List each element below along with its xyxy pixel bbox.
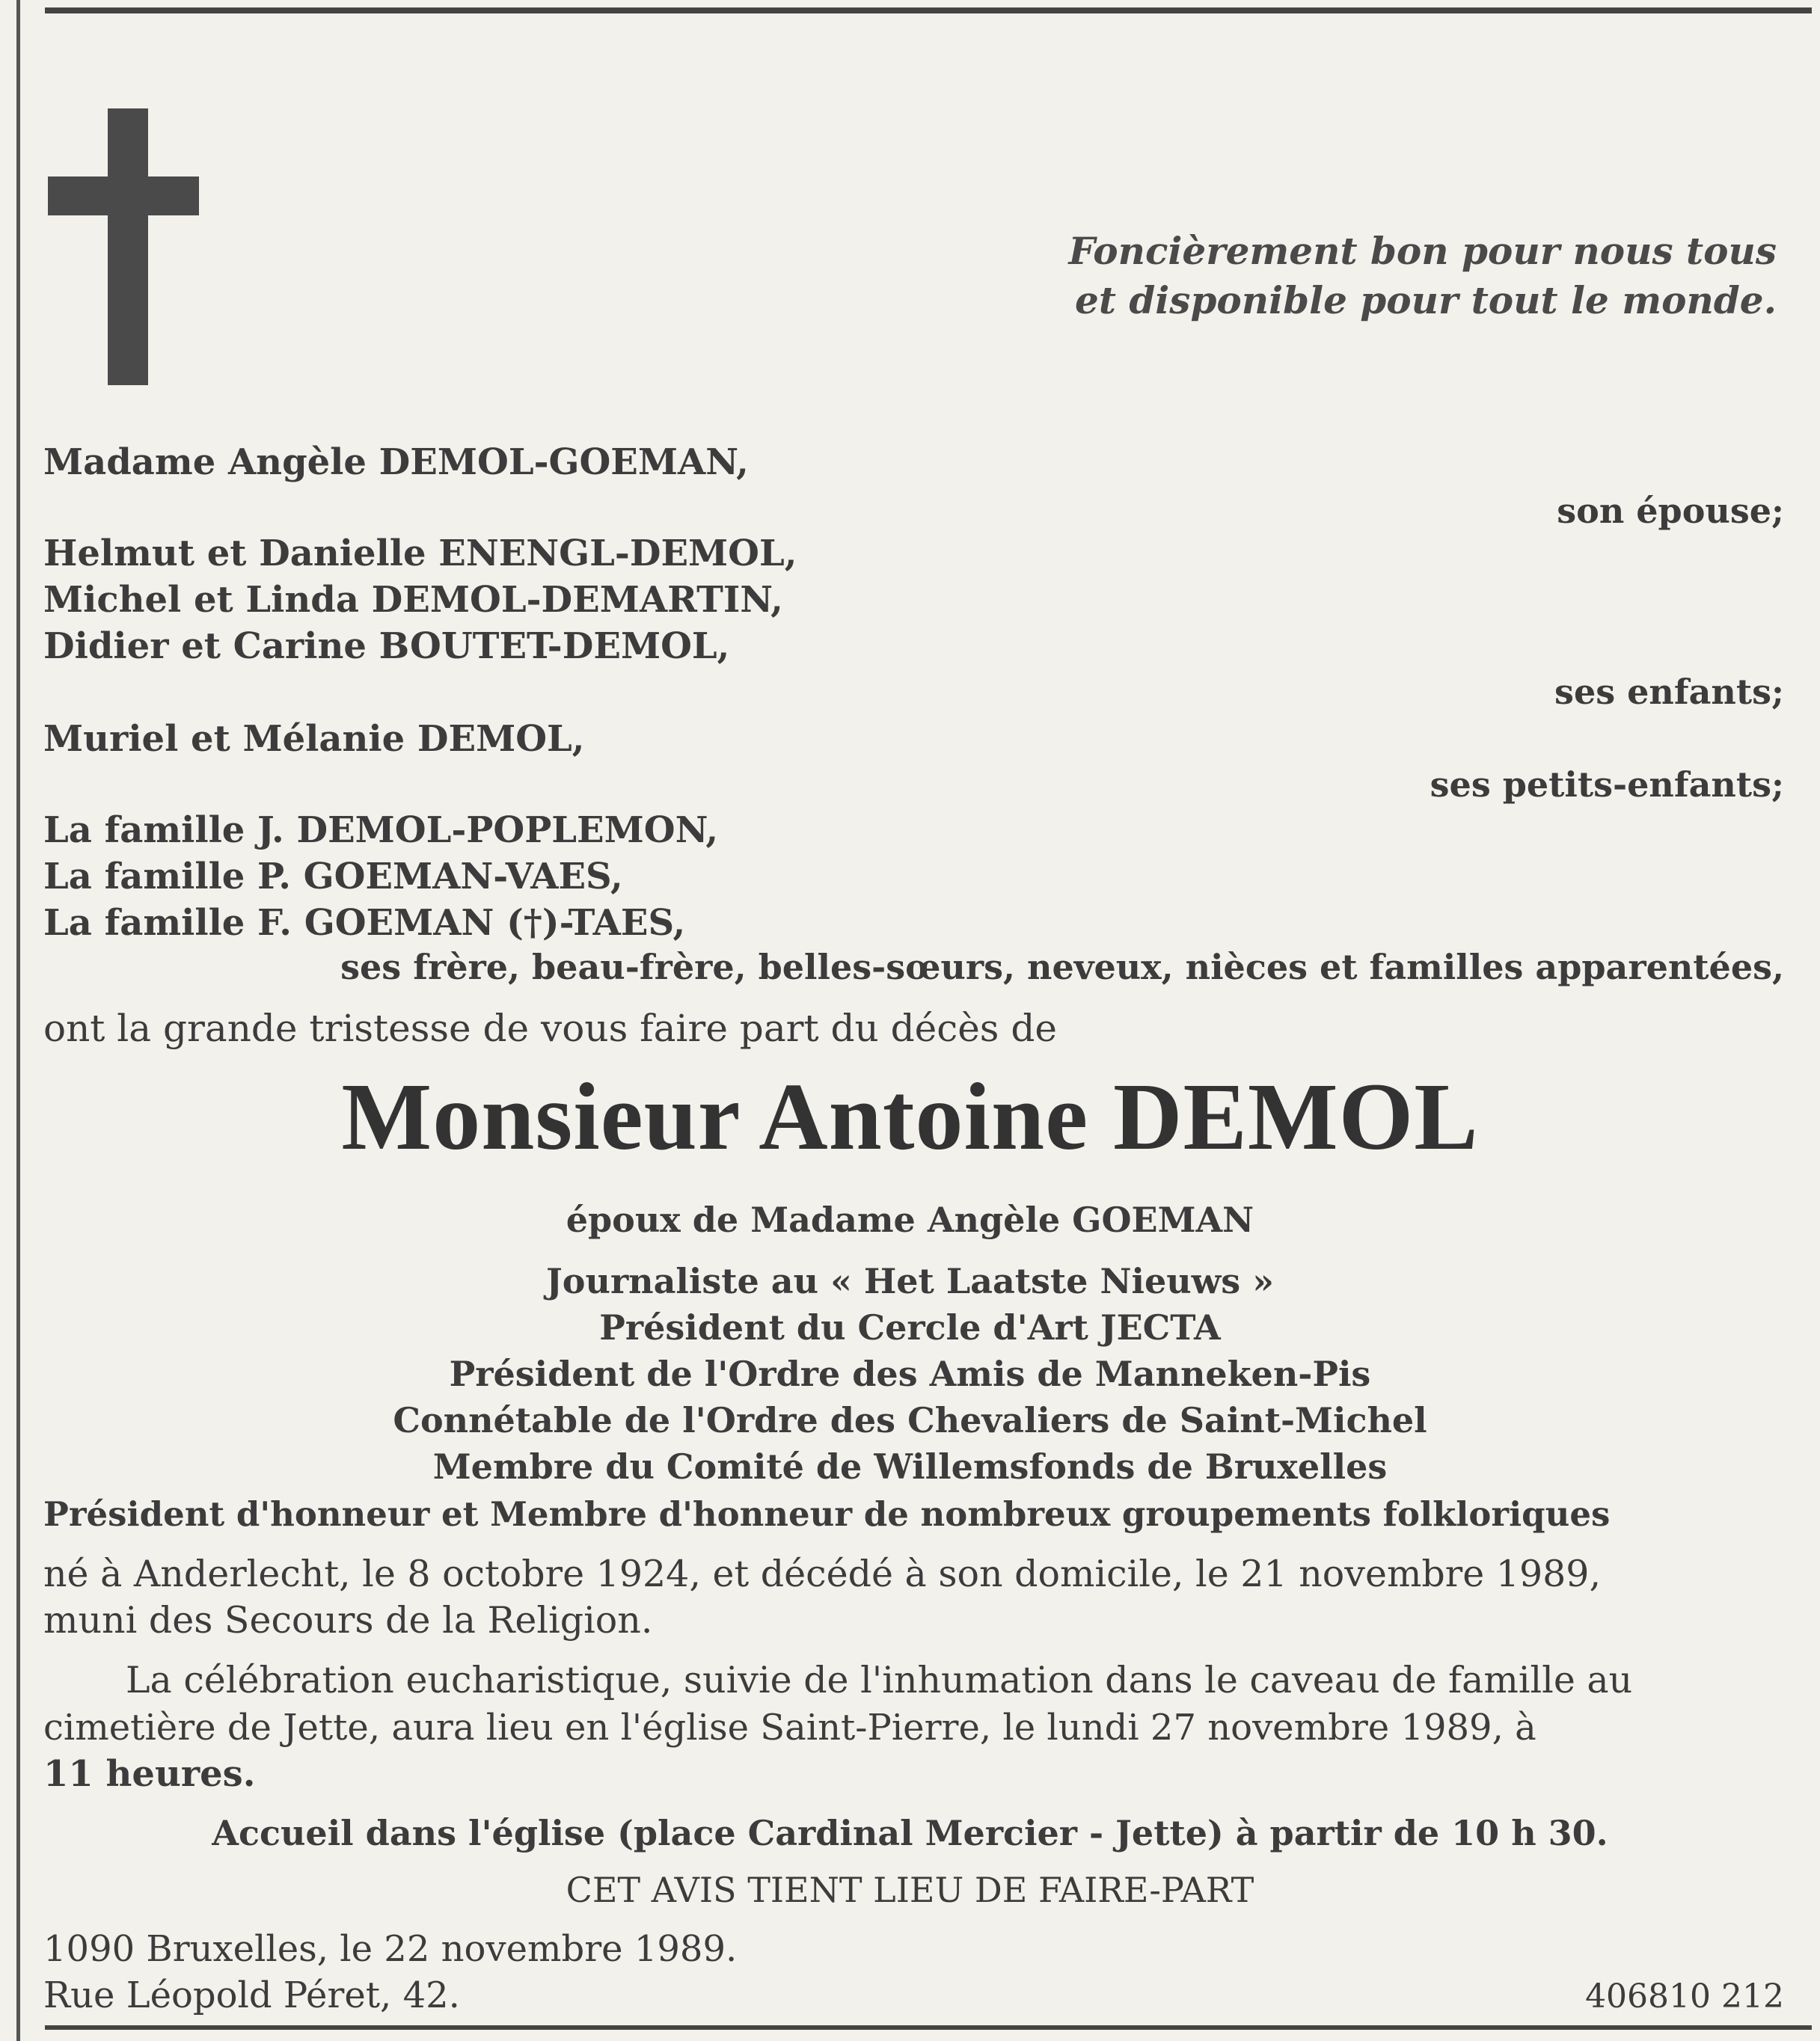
footer-place-date: 1090 Bruxelles, le 22 novembre 1989.: [43, 1928, 738, 1970]
grandchildren-role: ses petits-enfants;: [1430, 764, 1784, 805]
relative-line-3: La famille F. GOEMAN (†)-TAES,: [43, 902, 686, 944]
relative-line-1: La famille J. DEMOL-POPLEMON,: [43, 809, 719, 851]
footer-address: Rue Léopold Péret, 42.: [43, 1974, 460, 2016]
birth-death-line-2: muni des Secours de la Religion.: [43, 1599, 653, 1642]
title-line-2: Journaliste au « Het Laatste Nieuws »: [546, 1261, 1274, 1301]
top-rule: [45, 7, 1812, 13]
title-line-7: Président d'honneur et Membre d'honneur de nombreux groupements folkloriques: [43, 1494, 1611, 1534]
footer-reference: 406810 212: [1585, 1977, 1784, 2016]
notice-text: CET AVIS TIENT LIEU DE FAIRE-PART: [566, 1870, 1254, 1910]
cross-horizontal-bar: [48, 177, 199, 215]
deceased-name: Monsieur Antoine DEMOL: [341, 1064, 1479, 1170]
bottom-rule: [45, 2025, 1812, 2030]
ceremony-line-2: cimetière de Jette, aura lieu en l'église Saint-Pierre, le lundi 27 novembre 1989, à: [43, 1707, 1536, 1749]
title-line-4: Président de l'Ordre des Amis de Manneken-Pis: [449, 1354, 1371, 1394]
left-border: [16, 0, 20, 2041]
birth-death-line-1: né à Anderlecht, le 8 octobre 1924, et décédé à son domicile, le 21 novembre 1989,: [43, 1553, 1602, 1595]
children-role: ses enfants;: [1554, 672, 1784, 712]
title-line-3: Président du Cercle d'Art JECTA: [599, 1307, 1221, 1348]
ceremony-line-3: 11 heures.: [43, 1753, 256, 1795]
ceremony-line-1: La célébration eucharistique, suivie de l'inhumation dans le caveau de famille au: [126, 1659, 1633, 1701]
title-line-5: Connétable de l'Ordre des Chevaliers de Saint-Michel: [393, 1400, 1427, 1440]
relative-line-2: La famille P. GOEMAN-VAES,: [43, 856, 623, 897]
spouse-role: son épouse;: [1557, 491, 1784, 531]
reception-text: Accueil dans l'église (place Cardinal Mercier - Jette) à partir de 10 h 30.: [212, 1813, 1608, 1853]
child-line-2: Michel et Linda DEMOL-DEMARTIN,: [43, 579, 783, 621]
announcement-text: ont la grande tristesse de vous faire part du décès de: [43, 1007, 1057, 1050]
child-line-1: Helmut et Danielle ENENGL-DEMOL,: [43, 532, 797, 574]
relatives-role: ses frère, beau-frère, belles-sœurs, neveux, nièces et familles apparentées,: [340, 947, 1784, 987]
grandchildren-name: Muriel et Mélanie DEMOL,: [43, 718, 585, 760]
title-line-1: époux de Madame Angèle GOEMAN: [566, 1200, 1254, 1240]
cross-vertical-bar: [108, 108, 148, 385]
spouse-name: Madame Angèle DEMOL-GOEMAN,: [43, 441, 749, 483]
title-line-6: Membre du Comité de Willemsfonds de Bruxelles: [432, 1446, 1388, 1487]
quote-line-1: Foncièrement bon pour nous tous: [1068, 229, 1777, 273]
quote-line-2: et disponible pour tout le monde.: [1075, 278, 1777, 322]
child-line-3: Didier et Carine BOUTET-DEMOL,: [43, 625, 730, 667]
